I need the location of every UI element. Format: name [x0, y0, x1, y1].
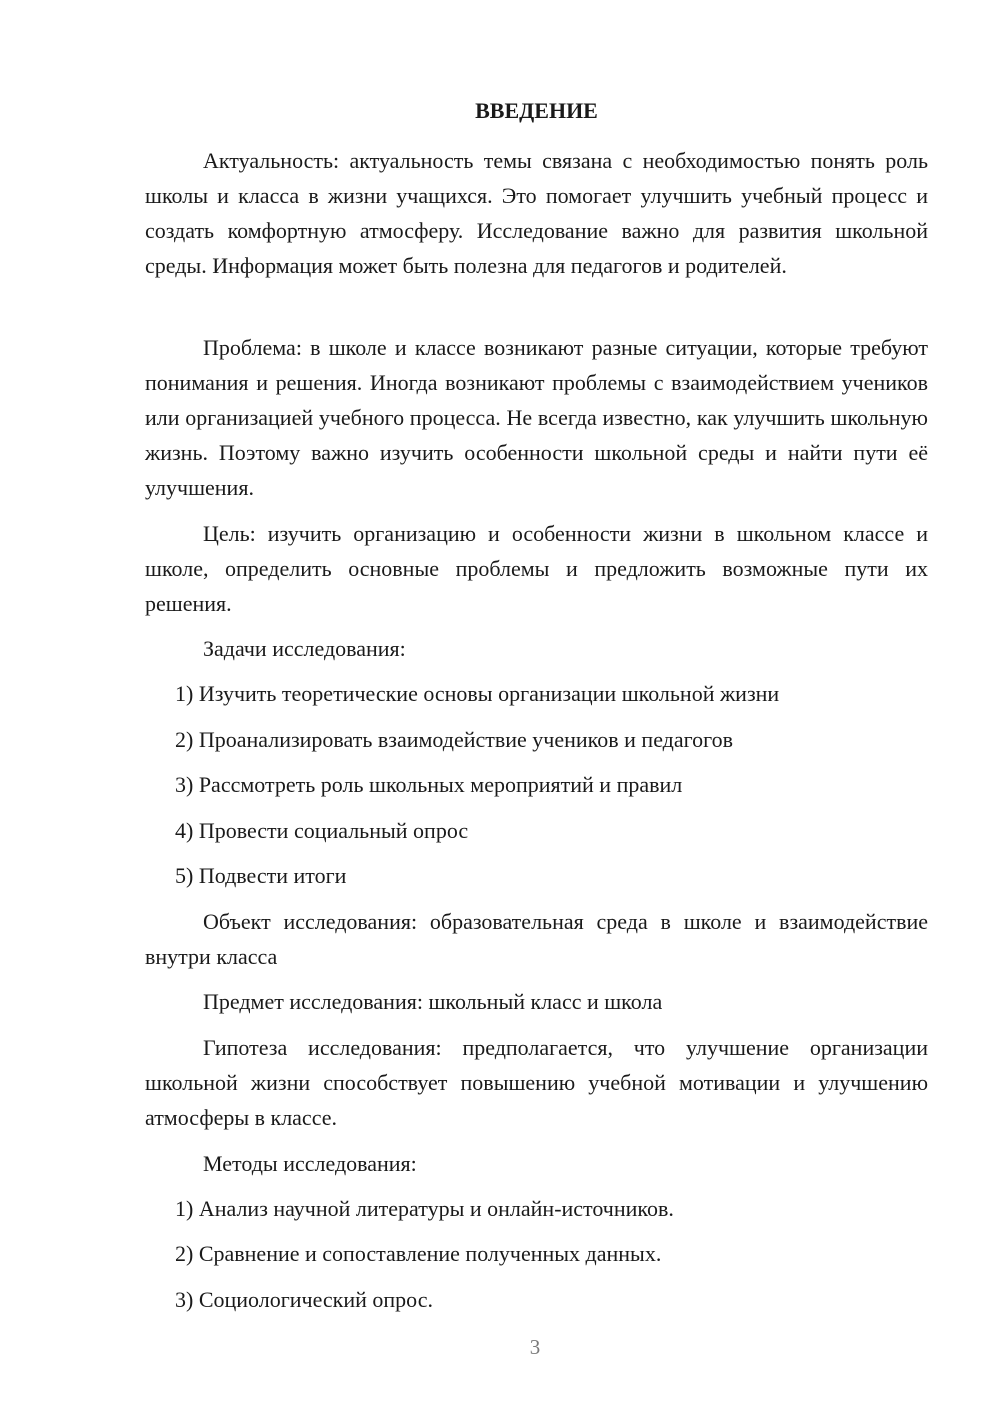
subject-paragraph: Предмет исследования: школьный класс и школа: [203, 989, 663, 1014]
method-item-1: 1) Анализ научной литературы и онлайн-источников.: [175, 1196, 674, 1221]
tasks-heading: Задачи исследования:: [203, 636, 406, 661]
task-item-2: 2) Проанализировать взаимодействие учеников и педагогов: [175, 727, 733, 752]
method-item-2: 2) Сравнение и сопоставление полученных данных.: [175, 1241, 662, 1266]
method-item-3: 3) Социологический опрос.: [175, 1287, 433, 1312]
object-paragraph: Объект исследования: образовательная среда в школе и взаимодействие внутри класса: [145, 909, 928, 969]
task-item-4: 4) Провести социальный опрос: [175, 818, 469, 843]
methods-heading: Методы исследования:: [203, 1151, 417, 1176]
relevance-paragraph: Актуальность: актуальность темы связана с необходимостью понять роль школы и класса в жизни учащихся. Это помогает улучшить учебный процесс и создать комфортную атмосферу. Исследование важно для развития школьной среды. Информация может быть полезна для педагогов и родителей.: [145, 148, 928, 278]
goal-paragraph: Цель: изучить организацию и особенности жизни в школьном классе и школе, определить основные проблемы и предложить возможные пути их решения.: [145, 521, 928, 616]
page-number: 3: [529, 1335, 541, 1359]
task-item-1: 1) Изучить теоретические основы организации школьной жизни: [175, 681, 780, 706]
task-item-5: 5) Подвести итоги: [175, 863, 347, 888]
task-item-3: 3) Рассмотреть роль школьных мероприятий и правил: [175, 772, 683, 797]
problem-paragraph: Проблема: в школе и классе возникают разные ситуации, которые требуют понимания и решения. Иногда возникают проблемы с взаимодействием учеников или организацией учебного процесса. Не всегда известно, как улучшить школьную жизнь. Поэтому важно изучить особенности школьной среды и найти пути её улучшения.: [145, 335, 928, 500]
section-title: ВВЕДЕНИЕ: [475, 98, 598, 123]
hypothesis-paragraph: Гипотеза исследования: предполагается, что улучшение организации школьной жизни способствует повышению учебной мотивации и улучшению атмосферы в классе.: [145, 1035, 928, 1130]
